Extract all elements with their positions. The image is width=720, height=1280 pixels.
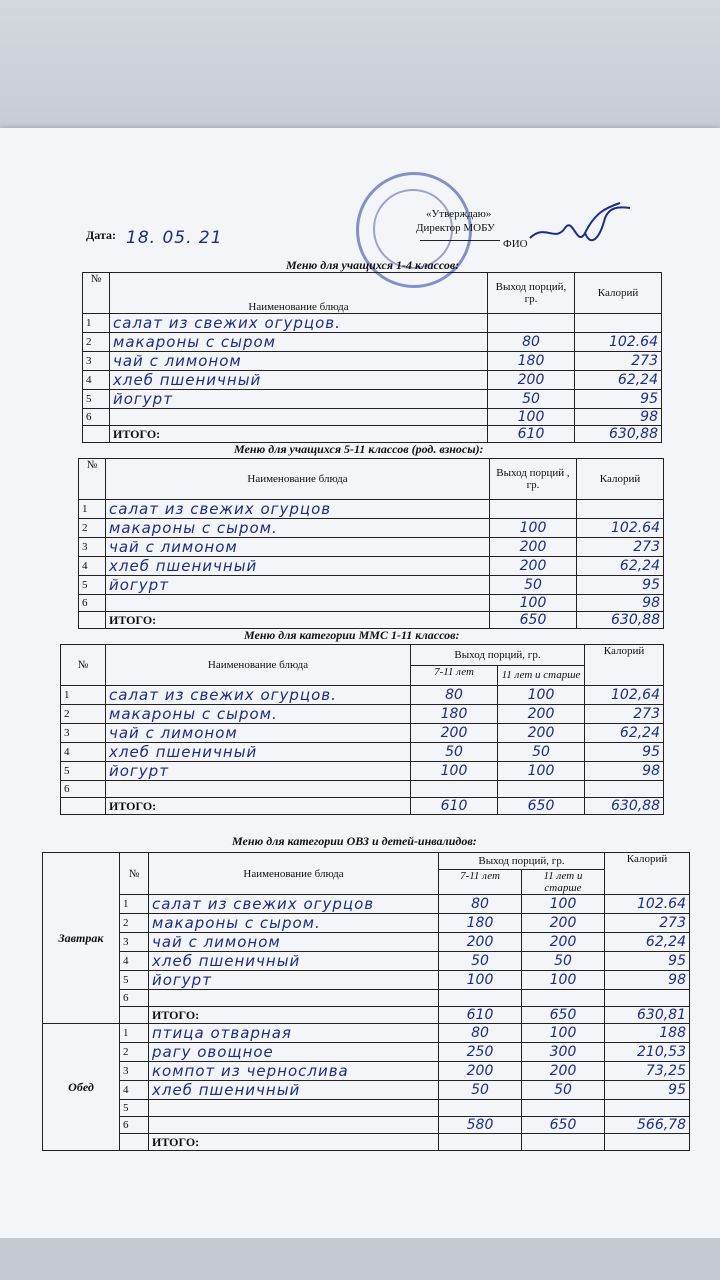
- portion-b: 200: [522, 914, 605, 933]
- calories: 98: [575, 409, 662, 426]
- dish-name: салат из свежих огурцов: [149, 895, 439, 914]
- total-portion: 610: [488, 426, 575, 443]
- portion: 100: [490, 519, 577, 538]
- calories: 95: [605, 1081, 690, 1100]
- calories: 102.64: [575, 333, 662, 352]
- dish-name: [106, 781, 411, 798]
- total-label: ИТОГО:: [149, 1007, 439, 1024]
- dish-name: рагу овощное: [149, 1043, 439, 1062]
- row-num: 1: [79, 500, 106, 519]
- t1-h-cal: Калорий: [575, 273, 662, 314]
- portion-a: 80: [439, 895, 522, 914]
- row-num: 3: [83, 352, 110, 371]
- dish-name: йогурт: [106, 762, 411, 781]
- table-row: [83, 371, 662, 390]
- calories: 95: [585, 743, 664, 762]
- portion: 200: [490, 557, 577, 576]
- t3-h-age-a: 7-11 лет: [411, 665, 498, 686]
- dish-name: салат из свежих огурцов.: [110, 314, 488, 333]
- t3-h-cal: Калорий: [585, 645, 664, 686]
- row-num: 5: [83, 390, 110, 409]
- dish-name: [106, 595, 490, 612]
- portion-a: 80: [439, 1024, 522, 1043]
- dish-name: чай с лимоном: [110, 352, 488, 371]
- dish-name: йогурт: [106, 576, 490, 595]
- portion-b: [522, 990, 605, 1007]
- table-row: [79, 595, 664, 612]
- row-num: 3: [120, 933, 149, 952]
- portion-b: 200: [522, 933, 605, 952]
- portion-b: 50: [522, 1081, 605, 1100]
- table-row: [43, 895, 690, 914]
- table-row: [83, 390, 662, 409]
- portion: 50: [488, 390, 575, 409]
- total-row: [83, 426, 662, 443]
- row-num: 4: [79, 557, 106, 576]
- t4-h-cal: Калорий: [605, 853, 690, 895]
- table-row: [83, 333, 662, 352]
- total-row: [43, 1134, 690, 1151]
- total-portion-b: 650: [498, 798, 585, 815]
- calories: [577, 500, 664, 519]
- table-row: [83, 409, 662, 426]
- total-label: ИТОГО:: [110, 426, 488, 443]
- portion: [490, 500, 577, 519]
- dish-name: хлеб пшеничный: [149, 1081, 439, 1100]
- dish-name: чай с лимоном: [149, 933, 439, 952]
- portion-b: [498, 781, 585, 798]
- portion-b: 50: [498, 743, 585, 762]
- t4-h-name: Наименование блюда: [149, 853, 439, 895]
- calories: 102,64: [585, 686, 664, 705]
- portion: 200: [488, 371, 575, 390]
- t1-h-num: №: [83, 273, 110, 314]
- table-row: [79, 576, 664, 595]
- row-num: 3: [79, 538, 106, 557]
- portion-a: [411, 781, 498, 798]
- fio-label: ФИО: [503, 238, 528, 250]
- portion-a: 580: [439, 1117, 522, 1134]
- table-row: [43, 1062, 690, 1081]
- dish-name: [149, 1100, 439, 1117]
- dish-name: макароны с сыром.: [149, 914, 439, 933]
- dish-name: макароны с сыром.: [106, 705, 411, 724]
- total-portion: 650: [490, 612, 577, 629]
- row-num: 3: [120, 1062, 149, 1081]
- dish-name: хлеб пшеничный: [110, 371, 488, 390]
- portion-a: 180: [439, 914, 522, 933]
- table-row: [43, 914, 690, 933]
- portion-b: 100: [498, 762, 585, 781]
- portion: 100: [490, 595, 577, 612]
- table-row: [79, 500, 664, 519]
- calories: 102.64: [577, 519, 664, 538]
- calories: 95: [605, 952, 690, 971]
- dish-name: макароны с сыром: [110, 333, 488, 352]
- calories: 62,24: [577, 557, 664, 576]
- portion-b: 650: [522, 1117, 605, 1134]
- portion-b: 200: [498, 724, 585, 743]
- calories: 95: [577, 576, 664, 595]
- portion-a: 200: [439, 1062, 522, 1081]
- lunch-label: Обед: [43, 1024, 120, 1151]
- calories: 95: [575, 390, 662, 409]
- row-num: 5: [120, 1100, 149, 1117]
- calories: 102.64: [605, 895, 690, 914]
- total-portion-a: 610: [411, 798, 498, 815]
- t2-h-name: Наименование блюда: [106, 459, 490, 500]
- table-row: [61, 686, 664, 705]
- portion-a: 200: [439, 933, 522, 952]
- calories: 273: [575, 352, 662, 371]
- table-row: [61, 705, 664, 724]
- table-row: [43, 990, 690, 1007]
- t1-h-name: Наименование блюда: [110, 273, 488, 314]
- row-num: 5: [120, 971, 149, 990]
- row-num: 6: [83, 409, 110, 426]
- table2-title: Меню для учащихся 5-11 классов (род. взносы):: [234, 442, 484, 456]
- total-portion-a: 610: [439, 1007, 522, 1024]
- portion-b: 100: [522, 895, 605, 914]
- portion-b: 300: [522, 1043, 605, 1062]
- calories: 98: [585, 762, 664, 781]
- row-num: 1: [61, 686, 106, 705]
- portion-b: 100: [498, 686, 585, 705]
- row-num: 4: [83, 371, 110, 390]
- calories: 98: [605, 971, 690, 990]
- dish-name: салат из свежих огурцов.: [106, 686, 411, 705]
- total-row: [43, 1007, 690, 1024]
- total-calories: 630,88: [577, 612, 664, 629]
- table2: [78, 458, 664, 629]
- row-num: 5: [79, 576, 106, 595]
- table4-title: Меню для категории ОВЗ и детей-инвалидов:: [232, 834, 477, 848]
- dish-name: птица отварная: [149, 1024, 439, 1043]
- portion: 50: [490, 576, 577, 595]
- t4-h-num: №: [120, 853, 149, 895]
- row-num: 2: [61, 705, 106, 724]
- calories: 188: [605, 1024, 690, 1043]
- table-row: [43, 952, 690, 971]
- dish-name: [110, 409, 488, 426]
- dish-name: йогурт: [149, 971, 439, 990]
- breakfast-label: Завтрак: [43, 853, 120, 1024]
- portion-a: [439, 990, 522, 1007]
- calories: [585, 781, 664, 798]
- calories: [575, 314, 662, 333]
- dish-name: [149, 1117, 439, 1134]
- portion: 200: [490, 538, 577, 557]
- table-row: [61, 724, 664, 743]
- row-num: 3: [61, 724, 106, 743]
- portion-a: 200: [411, 724, 498, 743]
- row-num: 2: [120, 914, 149, 933]
- table-row: [43, 1117, 690, 1134]
- dish-name: салат из свежих огурцов: [106, 500, 490, 519]
- portion-a: 80: [411, 686, 498, 705]
- t4-h-age-b: 11 лет и старше: [522, 870, 605, 895]
- t1-h-out: Выход порций, гр.: [488, 273, 575, 314]
- calories: 210,53: [605, 1043, 690, 1062]
- portion-b: 50: [522, 952, 605, 971]
- row-num: 1: [120, 895, 149, 914]
- table1: [82, 272, 662, 443]
- t3-h-out: Выход порций, гр.: [411, 645, 585, 666]
- table-row: [61, 781, 664, 798]
- calories: [605, 1100, 690, 1117]
- date-value: 18. 05. 21: [126, 228, 223, 248]
- portion-a: 100: [439, 971, 522, 990]
- portion-b: 200: [522, 1062, 605, 1081]
- portion: 100: [488, 409, 575, 426]
- t3-h-age-b: 11 лет и старше: [498, 665, 585, 686]
- t3-h-name: Наименование блюда: [106, 645, 411, 686]
- dish-name: макароны с сыром.: [106, 519, 490, 538]
- t2-h-cal: Калорий: [577, 459, 664, 500]
- portion-b: 100: [522, 1024, 605, 1043]
- portion-a: [439, 1100, 522, 1117]
- total-label: ИТОГО:: [149, 1134, 439, 1151]
- portion-a: 50: [439, 952, 522, 971]
- total-label: ИТОГО:: [106, 798, 411, 815]
- row-num: 6: [120, 990, 149, 1007]
- table-row: [83, 314, 662, 333]
- approve-label: «Утверждаю»: [426, 208, 492, 220]
- director-label: Директор МОБУ: [416, 222, 495, 234]
- table3: [60, 644, 664, 815]
- dish-name: йогурт: [110, 390, 488, 409]
- background-bottom: [0, 1238, 720, 1280]
- calories: 73,25: [605, 1062, 690, 1081]
- row-num: 1: [83, 314, 110, 333]
- row-num: 4: [120, 1081, 149, 1100]
- portion: 80: [488, 333, 575, 352]
- dish-name: хлеб пшеничный: [106, 557, 490, 576]
- row-num: 6: [120, 1117, 149, 1134]
- table-row: [79, 519, 664, 538]
- calories: 62,24: [585, 724, 664, 743]
- row-num: 4: [61, 743, 106, 762]
- portion-a: 50: [411, 743, 498, 762]
- row-num: 6: [61, 781, 106, 798]
- table1-title: Меню для учащихся 1-4 классов:: [286, 258, 460, 272]
- calories: 98: [577, 595, 664, 612]
- portion-b: [522, 1100, 605, 1117]
- table-row: [61, 743, 664, 762]
- dish-name: чай с лимоном: [106, 724, 411, 743]
- total-portion-b: 650: [522, 1007, 605, 1024]
- row-num: 4: [120, 952, 149, 971]
- portion-a: 50: [439, 1081, 522, 1100]
- portion-a: 100: [411, 762, 498, 781]
- portion-b: 100: [522, 971, 605, 990]
- calories: [605, 990, 690, 1007]
- row-num: 2: [120, 1043, 149, 1062]
- portion: 180: [488, 352, 575, 371]
- t4-h-age-a: 7-11 лет: [439, 870, 522, 895]
- total-calories: 630,81: [605, 1007, 690, 1024]
- portion-a: 250: [439, 1043, 522, 1062]
- dish-name: чай с лимоном: [106, 538, 490, 557]
- dish-name: хлеб пшеничный: [106, 743, 411, 762]
- t2-h-out: Выход порций , гр.: [490, 459, 577, 500]
- row-num: 1: [120, 1024, 149, 1043]
- row-num: 2: [79, 519, 106, 538]
- t3-h-num: №: [61, 645, 106, 686]
- date-label: Дата:: [86, 228, 116, 242]
- table-row: [61, 762, 664, 781]
- calories: 62,24: [575, 371, 662, 390]
- table-row: [43, 1081, 690, 1100]
- table-row: [43, 1043, 690, 1062]
- table-row: [43, 1024, 690, 1043]
- table-row: [43, 971, 690, 990]
- calories: 566,78: [605, 1117, 690, 1134]
- table-row: [79, 538, 664, 557]
- total-row: [79, 612, 664, 629]
- table-row: [43, 933, 690, 952]
- calories: 273: [585, 705, 664, 724]
- dish-name: компот из чернослива: [149, 1062, 439, 1081]
- portion-a: 180: [411, 705, 498, 724]
- row-num: 5: [61, 762, 106, 781]
- portion: [488, 314, 575, 333]
- table-row: [83, 352, 662, 371]
- total-calories: 630,88: [575, 426, 662, 443]
- table-row: [79, 557, 664, 576]
- signature-line: [420, 240, 500, 241]
- portion-b: 200: [498, 705, 585, 724]
- calories: 273: [577, 538, 664, 557]
- dish-name: хлеб пшеничный: [149, 952, 439, 971]
- table3-title: Меню для категории ММС 1-11 классов:: [244, 628, 460, 642]
- total-row: [61, 798, 664, 815]
- signature-icon: [525, 198, 635, 258]
- t4-h-out: Выход порций, гр.: [439, 853, 605, 870]
- table-row: [43, 1100, 690, 1117]
- calories: 62,24: [605, 933, 690, 952]
- dish-name: [149, 990, 439, 1007]
- table4: [42, 852, 690, 1151]
- t2-h-num: №: [79, 459, 106, 500]
- row-num: 2: [83, 333, 110, 352]
- calories: 273: [605, 914, 690, 933]
- total-label: ИТОГО:: [106, 612, 490, 629]
- total-calories: 630,88: [585, 798, 664, 815]
- background-top: [0, 0, 720, 140]
- row-num: 6: [79, 595, 106, 612]
